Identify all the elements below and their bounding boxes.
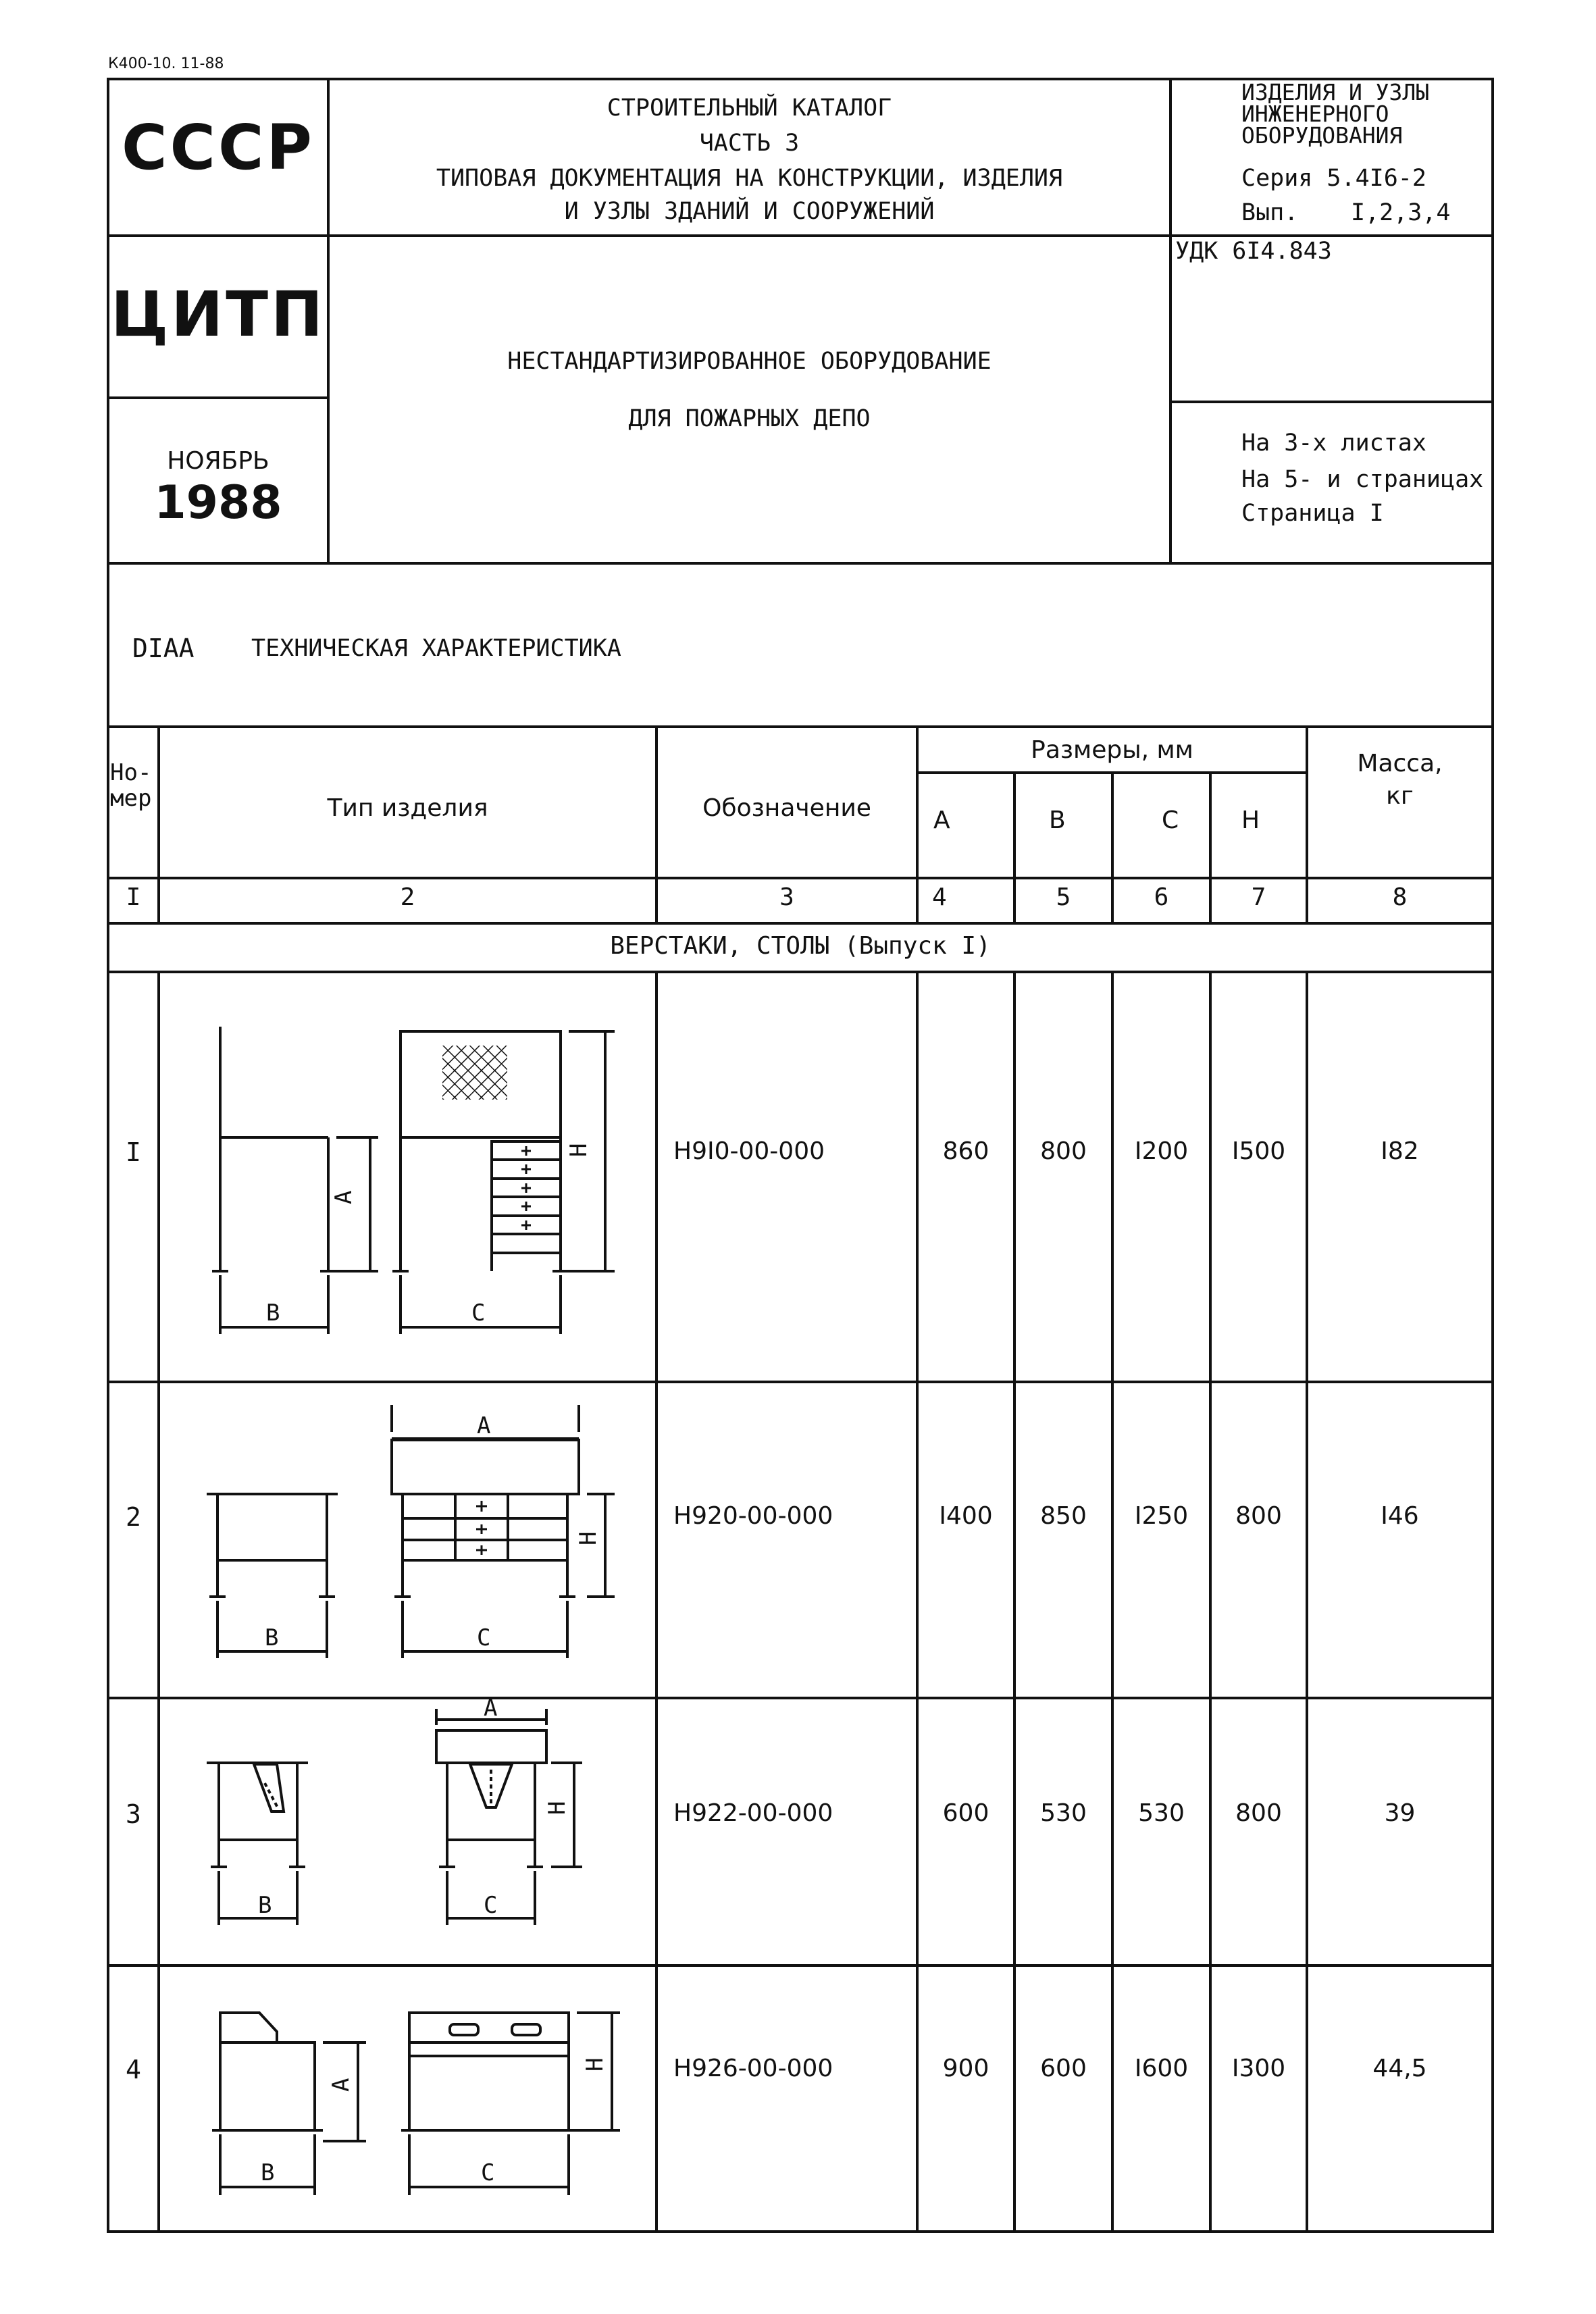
catalog-line-3: ТИПОВАЯ ДОКУМЕНТАЦИЯ НА КОНСТРУКЦИИ, ИЗДЕЛИЯ: [436, 165, 1063, 192]
workbench-front-view: [392, 1031, 615, 1334]
citp-mark: ЦИТП: [110, 278, 326, 351]
table-front-view: [392, 1405, 615, 1658]
dim-label-a: А: [328, 2078, 355, 2092]
dim-label-h: Н: [565, 1143, 592, 1157]
catalog-line-1: СТРОИТЕЛЬНЫЙ КАТАЛОГ: [607, 95, 892, 122]
row-mass: 44,5: [1372, 2055, 1427, 2082]
row-size-h: I300: [1231, 2055, 1286, 2082]
dim-label-b: В: [261, 2159, 275, 2186]
index-cell: I: [126, 883, 141, 911]
cabinet-side-view: [212, 2013, 366, 2195]
column-size-h: Н: [1241, 806, 1260, 834]
row-size-b: 800: [1040, 1137, 1087, 1165]
sheet-count: На 3-х листах: [1241, 430, 1426, 457]
row-size-h: I500: [1231, 1137, 1286, 1165]
row-mass: I82: [1381, 1137, 1419, 1165]
issue-label: Вып.: [1241, 199, 1299, 226]
row-number: 2: [126, 1502, 141, 1532]
dim-label-h: Н: [575, 1531, 602, 1545]
column-mass-header-line-2: кг: [1386, 782, 1414, 810]
row-size-h: 800: [1235, 1799, 1282, 1827]
row-size-c: I250: [1134, 1502, 1189, 1530]
row-number: I: [126, 1137, 141, 1167]
dim-label-c: С: [471, 1300, 486, 1327]
cabinet-front-view: [401, 2013, 620, 2195]
stand-side-view: [207, 1763, 308, 1925]
index-cell: 3: [779, 883, 794, 911]
row-designation: Н920-00-000: [673, 1502, 833, 1530]
row-size-b: 600: [1040, 2055, 1087, 2082]
row-mass: I46: [1381, 1502, 1419, 1530]
row-designation: Н926-00-000: [673, 2055, 833, 2082]
dim-label-c: С: [477, 1624, 491, 1651]
form-code: К400-10. 11-88: [108, 55, 224, 72]
row-number: 3: [126, 1799, 141, 1829]
column-number-line-2: мер: [110, 785, 152, 812]
dim-label-a: А: [484, 1695, 498, 1722]
dim-label-a: А: [330, 1190, 357, 1204]
dim-label-h: Н: [544, 1801, 571, 1815]
series-number: Серия 5.4I6-2: [1241, 165, 1426, 192]
dim-label-c: С: [484, 1892, 498, 1919]
dim-label-c: С: [481, 2159, 495, 2186]
column-size-b: В: [1049, 806, 1066, 834]
column-designation-header: Обозначение: [702, 794, 871, 822]
index-cell: 2: [400, 883, 415, 911]
index-cell: 6: [1154, 883, 1169, 911]
issue-value: I,2,3,4: [1351, 199, 1451, 226]
workbench-side-view: [212, 1027, 378, 1334]
issue-month: НОЯБРЬ: [167, 447, 269, 475]
row-size-a: 900: [942, 2055, 989, 2082]
column-type-header: Тип изделия: [327, 794, 488, 822]
row-size-c: 530: [1138, 1799, 1185, 1827]
row-size-a: 600: [942, 1799, 989, 1827]
issue-year: 1988: [154, 476, 282, 530]
catalog-line-2: ЧАСТЬ 3: [699, 130, 800, 157]
dim-label-a: А: [477, 1412, 491, 1439]
column-size-a: А: [933, 806, 950, 834]
index-cell: 5: [1056, 883, 1071, 911]
udk-code: УДК 6I4.843: [1175, 238, 1332, 265]
row-size-c: I600: [1134, 2055, 1189, 2082]
row-size-c: I200: [1134, 1137, 1189, 1165]
catalog-line-4: И УЗЛЫ ЗДАНИЙ И СООРУЖЕНИЙ: [564, 198, 935, 225]
section-code: DIAA: [132, 634, 195, 663]
ussr-mark: СССР: [122, 111, 315, 184]
row-size-b: 850: [1040, 1502, 1087, 1530]
section-line-1: ИЗДЕЛИЯ И УЗЛЫ: [1241, 79, 1430, 105]
section-heading: ТЕХНИЧЕСКАЯ ХАРАКТЕРИСТИКА: [251, 635, 621, 662]
dim-label-h: Н: [582, 2057, 609, 2072]
group-title: ВЕРСТАКИ, СТОЛЫ (Выпуск I): [610, 932, 991, 960]
page-count: На 5- и страницах: [1241, 466, 1484, 493]
column-mass-header-line-1: Масса,: [1357, 750, 1443, 777]
index-cell: 4: [932, 883, 947, 911]
index-cell: 8: [1392, 883, 1408, 911]
section-line-3: ОБОРУДОВАНИЯ: [1241, 122, 1403, 149]
row-designation: Н9I0-00-000: [673, 1137, 825, 1165]
row-size-b: 530: [1040, 1799, 1087, 1827]
row-number: 4: [126, 2055, 141, 2084]
column-number-line-1: Но-: [110, 759, 152, 786]
stand-front-view: [436, 1709, 582, 1925]
index-cell: 7: [1251, 883, 1266, 911]
dim-label-b: В: [258, 1892, 272, 1919]
document-title-line-2: ДЛЯ ПОЖАРНЫХ ДЕПО: [628, 405, 871, 432]
row-mass: 39: [1384, 1799, 1416, 1827]
row-size-a: I400: [939, 1502, 993, 1530]
document-title-line-1: НЕСТАНДАРТИЗИРОВАННОЕ ОБОРУДОВАНИЕ: [507, 348, 992, 375]
row-size-h: 800: [1235, 1502, 1282, 1530]
page-number: Страница I: [1241, 500, 1384, 527]
row-designation: Н922-00-000: [673, 1799, 833, 1827]
section-line-2: ИНЖЕНЕРНОГО: [1241, 101, 1389, 127]
dim-label-b: В: [265, 1624, 279, 1651]
column-size-c: С: [1162, 806, 1179, 834]
row-size-a: 860: [942, 1137, 989, 1165]
dim-label-b: В: [266, 1300, 280, 1327]
column-sizes-header: Размеры, мм: [1031, 736, 1193, 764]
